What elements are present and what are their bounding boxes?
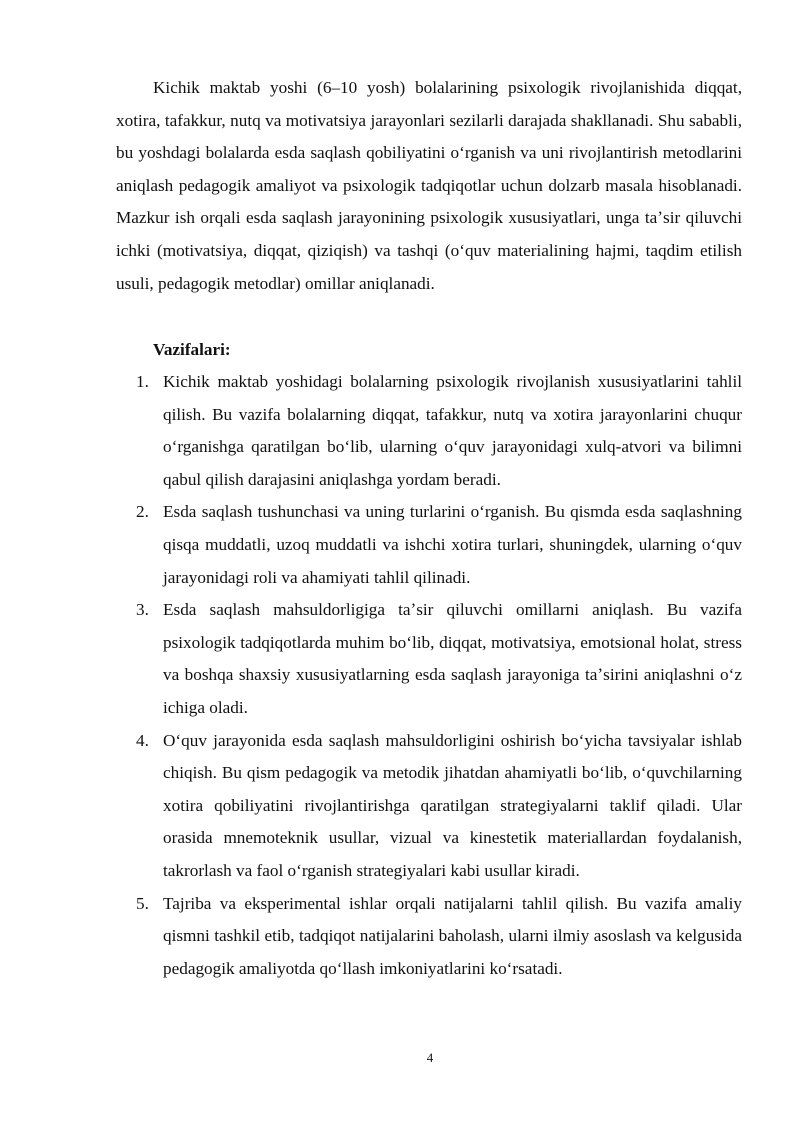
task-number: 3.	[136, 600, 149, 620]
task-item	[136, 888, 742, 986]
task-number: 5.	[136, 893, 149, 913]
tasks-list	[136, 366, 742, 985]
task-number: 1.	[136, 372, 149, 391]
task-text: Esda saqlash mahsuldorligiga taʼsir qiluvchi omillarni aniqlash. Bu vazifa psixologik tadqiqotlarda muhim boʻlib, diqqat, motivatsiya, emotsional holat, stress va boshqa shaxsiy xususiyatlarning esda saqlash jarayoniga taʼsirini aniqlashni oʻz ichiga oladi.	[163, 600, 742, 717]
tasks-heading: Vazifalari:	[153, 340, 231, 359]
task-text: Esda saqlash tushunchasi va uning turlarini oʻrganish. Bu qismda esda saqlashning qisqa muddatli, uzoq muddatli va ishchi xotira turlari, shuningdek, ularning oʻquv jarayonidagi roli va ahamiyati tahlil qilinadi.	[163, 502, 742, 587]
task-text: Tajriba va eksperimental ishlar orqali natijalarni tahlil qilish. Bu vazifa amaliy qismni tashkil etib, tadqiqot natijalarini baholash, ularni ilmiy asoslash va kelgusida pedagogik amaliyotda qoʻllash imkoniyatlarini koʻrsatadi.	[163, 893, 742, 978]
task-item	[136, 725, 742, 888]
task-number: 2.	[136, 502, 149, 522]
intro-paragraph: Kichik maktab yoshi (6–10 yosh) bolalarining psixologik rivojlanishida diqqat, xotira, tafakkur, nutq va motivatsiya jarayonlari sezilarli darajada shakllanadi. Shu sababli, bu yoshdagi bolalarda esda saqlash qobiliyatini oʻrganish va uni rivojlantirish metodlarini aniqlash pedagogik amaliyot va psixologik tadqiqotlar uchun dolzarb masala hisoblanadi. Mazkur ish orqali esda saqlash jarayonining psixologik xususiyatlari, unga taʼsir qiluvchi ichki (motivatsiya, diqqat, qiziqish) va tashqi (oʻquv materialining hajmi, taqdim etilish usuli, pedagogik metodlar) omillar aniqlanadi.	[116, 78, 742, 293]
task-number: 4.	[136, 730, 149, 750]
task-item	[136, 496, 742, 594]
page-number: 4	[426, 1050, 434, 1065]
task-item	[136, 366, 742, 496]
task-item	[136, 594, 742, 724]
task-text: Kichik maktab yoshidagi bolalarning psixologik rivojlanish xususiyatlarini tahlil qilish. Bu vazifa bolalarning diqqat, tafakkur, nutq va xotira jarayonlarini chuqur oʻrganishga qaratilgan boʻlib, ularning oʻquv jarayonidagi xulq-atvori va bilimni qabul qilish darajasini aniqlashga yordam beradi.	[163, 372, 742, 489]
task-text: Oʻquv jarayonida esda saqlash mahsuldorligini oshirish boʻyicha tavsiyalar ishlab chiqish. Bu qism pedagogik va metodik jihatdan ahamiyatli boʻlib, oʻquvchilarning xotira qobiliyatini rivojlantirishga qaratilgan strategiyalarni taklif qiladi. Ular orasida mnemoteknik usullar, vizual va kinestetik materiallardan foydalanish, takrorlash va faol oʻrganish strategiyalari kabi usullar kiradi.	[163, 730, 742, 880]
